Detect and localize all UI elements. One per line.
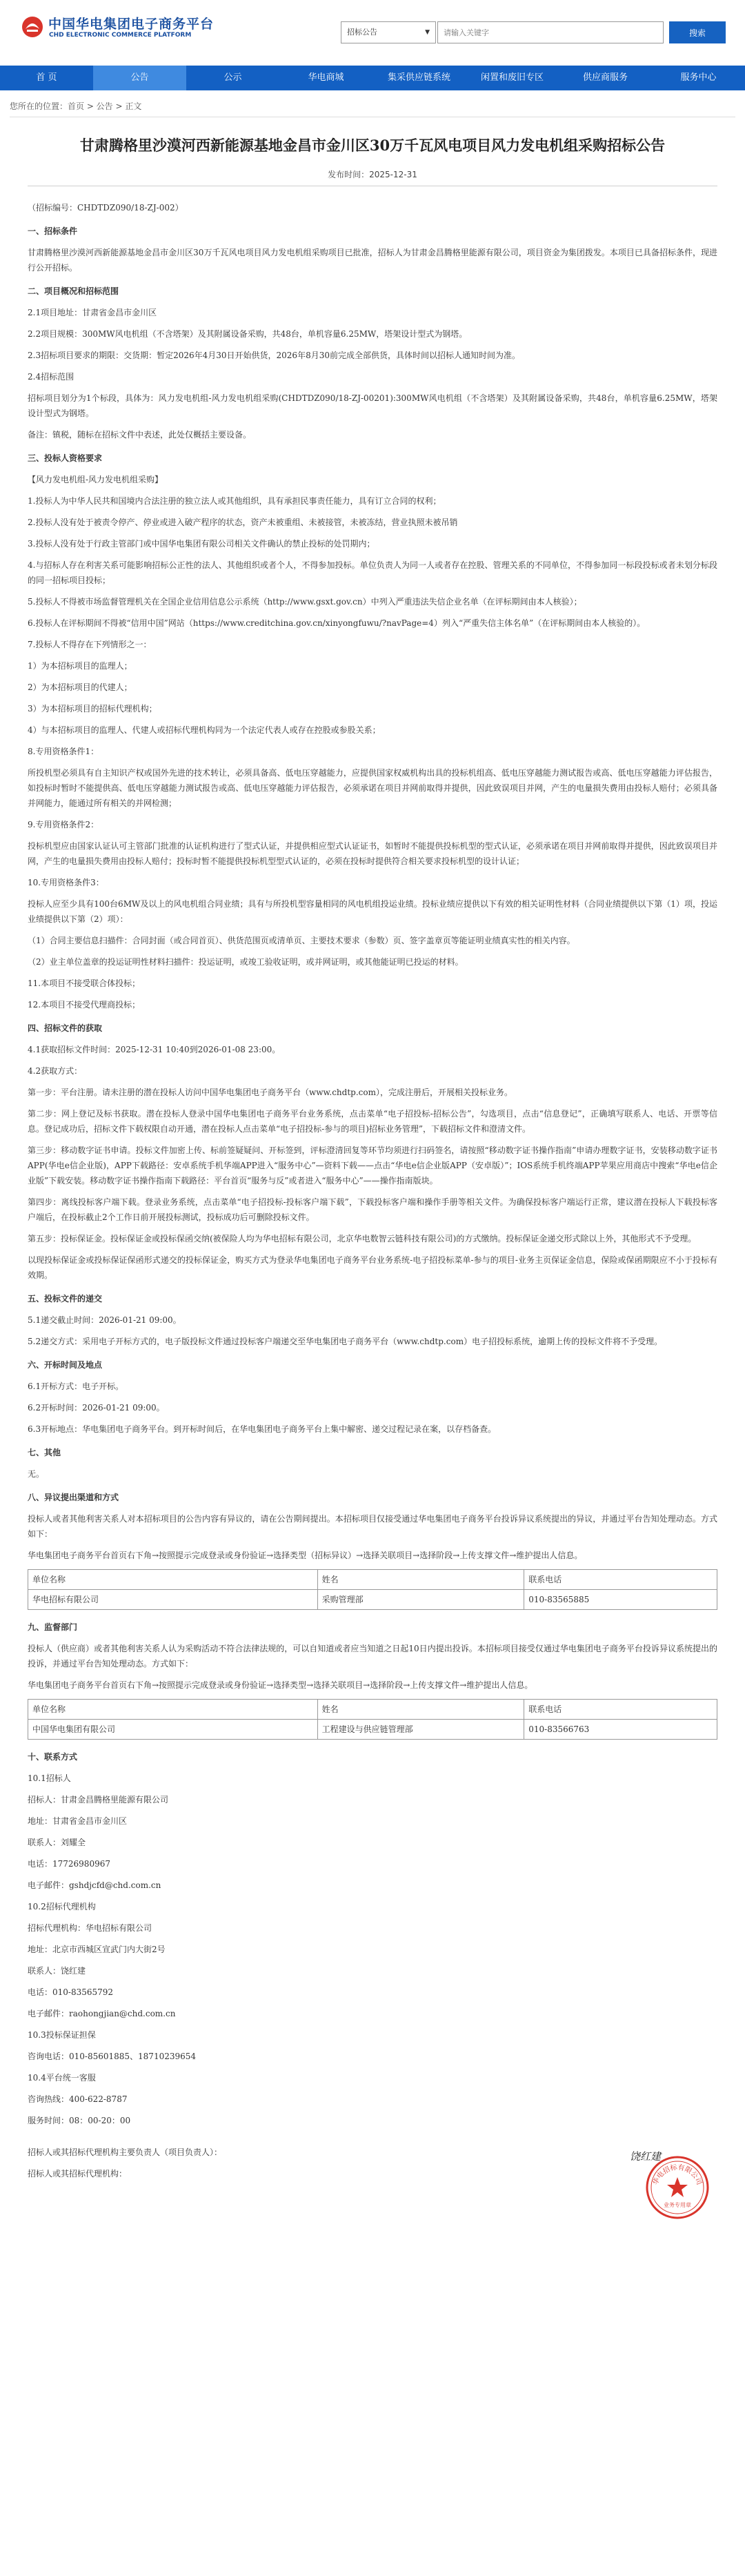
article-paragraph: 10.4平台统一客服 (28, 2073, 96, 2083)
article-paragraph: 招标代理机构：华电招标有限公司 (28, 1923, 152, 1933)
site-header (0, 0, 745, 66)
chevron-down-icon: ▼ (425, 29, 430, 36)
article-paragraph: 10.1招标人 (28, 1773, 71, 1783)
publish-date: 发布时间：2025-12-31 (328, 170, 417, 179)
section-heading: 十、联系方式 (28, 1752, 78, 1762)
article-paragraph: 咨询热线：400-622-8787 (28, 2094, 128, 2104)
seal-text: 华电招标有限公司 (652, 2163, 703, 2187)
supervision-contact-table (28, 1699, 717, 1740)
article-container (28, 117, 717, 2228)
search-category-label: 招标公告 (347, 28, 377, 37)
nav-item-5[interactable]: 闲置和废旧专区 (480, 72, 544, 83)
article-paragraph: 以现投标保证金或投标保证保函形式递交的投标保证金，购买方式为登录华电集团电子商务平台业务系统-电子招投标菜单-参与的项目-业务主页保证金信息，保险或保函期限应不小于投标有效期。 (28, 1255, 717, 1280)
signature-block (28, 2145, 717, 2228)
table-cell: 010-83566763 (524, 1720, 717, 1740)
article-paragraph: （2）业主单位盖章的投运证明性材料扫描件：投运证明，或竣工验收证明，或并网证明，或其他能证明已投运的材料。 (28, 957, 464, 967)
table-header-cell: 姓名 (317, 1570, 524, 1590)
article-paragraph: 10.2招标代理机构 (28, 1902, 96, 1911)
article-paragraph: 电子邮件：raohongjian@chd.com.cn (28, 2009, 176, 2018)
search-category-select[interactable] (341, 21, 436, 43)
page-title: 甘肃腾格里沙漠河西新能源基地金昌市金川区30万千瓦风电项目风力发电机组采购招标公告 (79, 137, 666, 154)
article-paragraph: 招标项目划分为1个标段，具体为：风力发电机组-风力发电机组采购(CHDTDZ090/18-ZJ-00201):300MW风电机组（不含塔架）及其附属设备采购，共48台，单机容量6.25MW，塔架设计型式为钢塔。 (28, 393, 717, 418)
article-paragraph: 7.投标人不得存在下列情形之一： (28, 640, 152, 649)
article-paragraph: 5.2递交方式：采用电子开标方式的，电子版投标文件通过投标客户端递交至华电集团电子商务平台（www.chdtp.com）电子招投标系统，逾期上传的投标文件将不予受理。 (28, 1337, 663, 1346)
article-paragraph: 电话：17726980967 (28, 1859, 110, 1869)
article-paragraph: 第五步：投标保证金。投标保证金或投标保函交纳(被保险人均为华电招标有限公司，北京华电数智云链科技有限公司)的方式缴纳。投标保证金递交形式除以上外，其他形式不予受理。 (28, 1234, 697, 1243)
article-paragraph: 服务时间：08：00-20：00 (28, 2116, 131, 2125)
table-header-row (28, 1570, 717, 1590)
nav-item-4[interactable]: 集采供应链系统 (387, 72, 450, 83)
article-paragraph: 3.投标人没有处于行政主管部门或中国华电集团有限公司相关文件确认的禁止投标的处罚期内； (28, 539, 375, 549)
article-body (28, 200, 717, 2228)
table-row (28, 1590, 717, 1610)
article-paragraph: 1）为本招标项目的监理人； (28, 661, 132, 671)
article-paragraph: 2.投标人没有处于被责令停产、停业或进入破产程序的状态，资产未被重组、未被接管，未被冻结，营业执照未被吊销 (28, 518, 458, 527)
article-paragraph: 12.本项目不接受代理商投标； (28, 1000, 141, 1010)
article-paragraph: （1）合同主要信息扫描件：合同封面（或合同首页）、供货范围页或清单页、主要技术要求（参数）页、签字盖章页等能证明业绩真实性的相关内容。 (28, 936, 575, 945)
article-paragraph: 6.3开标地点：华电集团电子商务平台。到开标时间后，在华电集团电子商务平台上集中解密、递交过程记录在案，以存档备查。 (28, 1424, 497, 1434)
article-paragraph: 联系人：刘耀全 (28, 1838, 86, 1847)
article-paragraph: 第一步：平台注册。请未注册的潜在投标人访问中国华电集团电子商务平台（www.chdtp.com），完成注册后，开展相关投标业务。 (28, 1088, 513, 1097)
article-paragraph: 电子邮件：gshdjcfd@chd.com.cn (28, 1880, 161, 1890)
section-heading: 一、招标条件 (28, 226, 78, 236)
table-cell: 中国华电集团有限公司 (28, 1720, 318, 1740)
article-paragraph: 第二步：网上登记及标书获取。潜在投标人登录中国华电集团电子商务平台业务系统，点击菜单“电子招投标-招标公告”，勾选项目，点击“信息登记”，正确填写联系人、电话、开票等信息。登记成功后，招标文件下载权限自动开通，潜在投标人点击菜单“电子招投标-参与的项目)招标业务管理”，下载招标文件和澄清文件。 (28, 1109, 717, 1134)
table-row (28, 1720, 717, 1740)
section-heading: 三、投标人资格要求 (28, 453, 103, 463)
nav-item-7[interactable]: 服务中心 (680, 72, 717, 83)
article-section-supervision (28, 1620, 717, 1693)
search-input[interactable] (437, 21, 664, 43)
section-heading: 九、监督部门 (28, 1622, 78, 1632)
article-paragraph: 地址：甘肃省金昌市金川区 (28, 1816, 128, 1826)
article-paragraph: 地址：北京市西城区宣武门内大街2号 (28, 1945, 166, 1954)
article-paragraph: 投标机型应由国家认证认可主管部门批准的认证机构进行了型式认证，并提供相应型式认证证书，如暂时不能提供投标机型的型式认证，必须承诺在项目并网前取得并提供，因此致误项目并网，产生的电量损失费用由投标人赔付；投标时暂不能提供投标机型型式认证的，必须在投标时提供符合相关要求投标机型的设计认证； (28, 841, 717, 866)
chd-logo-icon (21, 15, 44, 39)
table-cell: 010-83565885 (524, 1590, 717, 1610)
article-paragraph: （招标编号：CHDTDZ090/18-ZJ-002） (28, 203, 183, 213)
article-paragraph: 第四步：离线投标客户端下载。登录业务系统，点击菜单“电子招投标-投标客户端下载”，下载投标客户端和操作手册等相关文件。为确保投标客户端运行正常，建议潜在投标人下载投标客户端后，在投标截止2个工作日前开展投标测试，投标成功后可删除投标文件。 (28, 1197, 717, 1222)
table-header-row (28, 1700, 717, 1720)
article-paragraph: 3）为本招标项目的招标代理机构； (28, 704, 157, 714)
table-header-cell: 单位名称 (28, 1570, 318, 1590)
article-paragraph: 4.与招标人存在利害关系可能影响招标公正性的法人、其他组织或者个人，不得参加投标。单位负责人为同一人或者存在控股、管理关系的不同单位，不得参加同一标段投标或者未划分标段的同一招标项目投标； (28, 560, 717, 585)
article-paragraph: 11.本项目不接受联合体投标； (28, 979, 141, 988)
article-paragraph: 6.2开标时间：2026-01-21 09:00。 (28, 1403, 165, 1413)
handwritten-signature: 饶红建 (629, 2150, 661, 2163)
main-nav (0, 66, 745, 90)
article-section-main (28, 200, 717, 1563)
article-paragraph: 咨询电话：010-85601885、18710239654 (28, 2052, 197, 2061)
article-section-contacts (28, 1749, 717, 2128)
nav-item-0[interactable]: 首 页 (36, 72, 57, 83)
search-button[interactable]: 搜索 (669, 21, 726, 43)
article-paragraph: 无。 (28, 1469, 45, 1479)
article-paragraph: 2.3招标项目要求的期限：交货期：暂定2026年4月30日开始供货，2026年8月30前完成全部供货，具体时间以招标人通知时间为准。 (28, 351, 520, 360)
article-paragraph: 8.专用资格条件1： (28, 747, 99, 756)
article-paragraph: 9.专用资格条件2： (28, 820, 99, 829)
article-paragraph: 第三步：移动数字证书申请。投标文件加密上传、标前签疑疑问、开标签到，评标澄清回复等环节均须进行扫码签名，请按照“移动数字证书操作指南”申请办理数字证书，安装移动数字证书APP(华电e信企业版)，APP下载路径：安卓系统手机华端APP进入“服务中心”—资料下载——点击“华电e信企业版APP（安卓版）”；IOS系统手机终端APP苹果应用商店中搜索“华电e信企业版”下载安装。移动数字证书操作指南下载路径：平台首页“服务与反”或者进入“服务中心”——操作指南版块。 (28, 1146, 717, 1186)
nav-item-6[interactable]: 供应商服务 (582, 72, 628, 83)
logo-subtitle: CHD ELECTRONIC COMMERCE PLATFORM (49, 32, 192, 39)
article-paragraph: 2）为本招标项目的代建人； (28, 682, 132, 692)
search-bar (341, 21, 726, 43)
article-paragraph: 10.3投标保证担保 (28, 2030, 96, 2040)
table-cell: 采购管理部 (317, 1590, 524, 1610)
article-paragraph: 所投机型必须具有自主知识产权或国外先进的技术转让，必须具备高、低电压穿越能力，应提供国家权威机构出具的投标机组高、低电压穿越能力测试报告或高、低电压穿越能力评估报告，如投标时暂时不能提供高、低电压穿越能力测试报告或高、低电压穿越能力评估报告，必须承诺在项目并网前取得并提供，因此致误项目并网，产生的电量损失费用由投标人赔付；必须具备并网能力，能通过所有相关的并网检测； (28, 768, 717, 808)
table-header-cell: 姓名 (317, 1700, 524, 1720)
section-heading: 八、异议提出渠道和方式 (28, 1493, 119, 1502)
article-paragraph: 6.投标人在评标期间不得被“信用中国”网站（https://www.creditchina.gov.cn/xinyongfuwu/?navPage=4）列入“严重失信主体名单”（在评标期间由本人核验的）。 (28, 618, 646, 628)
section-heading: 五、投标文件的递交 (28, 1294, 103, 1304)
table-cell: 工程建设与供应链管理部 (317, 1720, 524, 1740)
table-header-cell: 单位名称 (28, 1700, 318, 1720)
article-paragraph: 备注：镇税，随标在招标文件中表述，此处仅概括主要设备。 (28, 430, 252, 440)
table-header-cell: 联系电话 (524, 1700, 717, 1720)
nav-item-2[interactable]: 公示 (223, 72, 242, 83)
article-paragraph: 4.1获取招标文件时间：2025-12-31 10:40到2026-01-08 23:00。 (28, 1045, 281, 1054)
article-paragraph: 【风力发电机组-风力发电机组采购】 (28, 475, 163, 484)
section-heading: 四、招标文件的获取 (28, 1023, 103, 1033)
section-heading: 七、其他 (28, 1448, 61, 1457)
breadcrumb: 您所在的位置：首页 > 公告 > 正文 (10, 101, 142, 111)
article-paragraph: 电话：010-83565792 (28, 1987, 114, 1997)
nav-item-3[interactable]: 华电商城 (308, 72, 344, 83)
article-paragraph: 4.2获取方式： (28, 1066, 83, 1076)
article-paragraph: 10.专用资格条件3： (28, 878, 104, 887)
nav-item-1[interactable]: 公告 (93, 66, 186, 90)
article-paragraph: 投标人（供应商）或者其他利害关系人认为采购活动不符合法律法规的，可以自知道或者应当知道之日起10日内提出投诉。本招标项目接受仅通过华电集团电子商务平台投诉异议系统提出的投诉，并通过平台告知处理动态。方式如下： (28, 1644, 717, 1669)
article-paragraph: 5.投标人不得被市场监督管理机关在全国企业信用信息公示系统（http://www.gsxt.gov.cn）中列入严重违法失信企业名单（在评标期间由本人核验）； (28, 597, 582, 607)
logo-title: 中国华电集团电子商务平台 (48, 17, 215, 32)
article-paragraph: 联系人：饶红建 (28, 1966, 86, 1976)
article-paragraph: 4）与本招标项目的监理人、代建人或招标代理机构同为一个法定代表人或存在控股或参股关系； (28, 725, 381, 735)
seal-subtext: 业务专用章 (664, 2202, 691, 2208)
article-paragraph: 华电集团电子商务平台首页右下角→按照提示完成登录或身份验证→选择类型→选择关联项目→选择阶段→上传支撑文件→维护提出人信息。 (28, 1680, 533, 1690)
signature-line-agency: 招标人或其招标代理机构： (28, 2169, 128, 2179)
article-paragraph: 1.投标人为中华人民共和国境内合法注册的独立法人或其他组织，具有承担民事责任能力，具有订立合同的权利； (28, 496, 441, 506)
signature-line-responsible: 招标人或其招标代理机构主要负责人（项目负责人）： (28, 2147, 223, 2157)
section-heading: 六、开标时间及地点 (28, 1360, 103, 1370)
article-paragraph: 华电集团电子商务平台首页右下角→按照提示完成登录或身份验证→选择类型（招标异议）→选择关联项目→选择阶段→上传支撑文件→维护提出人信息。 (28, 1551, 583, 1560)
article-paragraph: 2.1项目地址：甘肃省金昌市金川区 (28, 308, 157, 317)
article-paragraph: 投标人或者其他利害关系人对本招标项目的公告内容有异议的，请在公告期间提出。本招标项目仅接受通过华电集团电子商务平台投诉异议系统提出的异议，并通过平台告知处理动态。方式如下： (28, 1514, 717, 1539)
article-paragraph: 5.1递交截止时间：2026-01-21 09:00。 (28, 1315, 181, 1325)
article-paragraph: 招标人：甘肃金昌腾格里能源有限公司 (28, 1795, 169, 1805)
article-paragraph: 投标人应至少具有100台6MW及以上的风电机组合同业绩；具有与所投机型容量相同的风电机组投运业绩。投标业绩应提供以下有效的相关证明性材料（合同业绩提供以下第（1）项，投运业绩提供以下第（2）项）： (28, 899, 717, 924)
article-paragraph: 甘肃腾格里沙漠河西新能源基地金昌市金川区30万千瓦风电项目风力发电机组采购项目已批准，招标人为甘肃金昌腾格里能源有限公司，项目资金为集团拨发。本项目已具备招标条件，现进行公开招标。 (28, 248, 717, 273)
article-paragraph: 2.4招标范围 (28, 372, 74, 382)
objection-contact-table (28, 1569, 717, 1610)
section-heading: 二、项目概况和招标范围 (28, 286, 119, 296)
table-header-cell: 联系电话 (524, 1570, 717, 1590)
article-paragraph: 6.1开标方式：电子开标。 (28, 1382, 124, 1391)
company-seal-icon (644, 2154, 711, 2221)
table-cell: 华电招标有限公司 (28, 1590, 318, 1610)
site-logo[interactable] (21, 14, 241, 44)
article-paragraph: 2.2项目规模：300MW风电机组（不含塔架）及其附属设备采购，共48台，单机容量6.25MW，塔架设计型式为钢塔。 (28, 329, 468, 339)
